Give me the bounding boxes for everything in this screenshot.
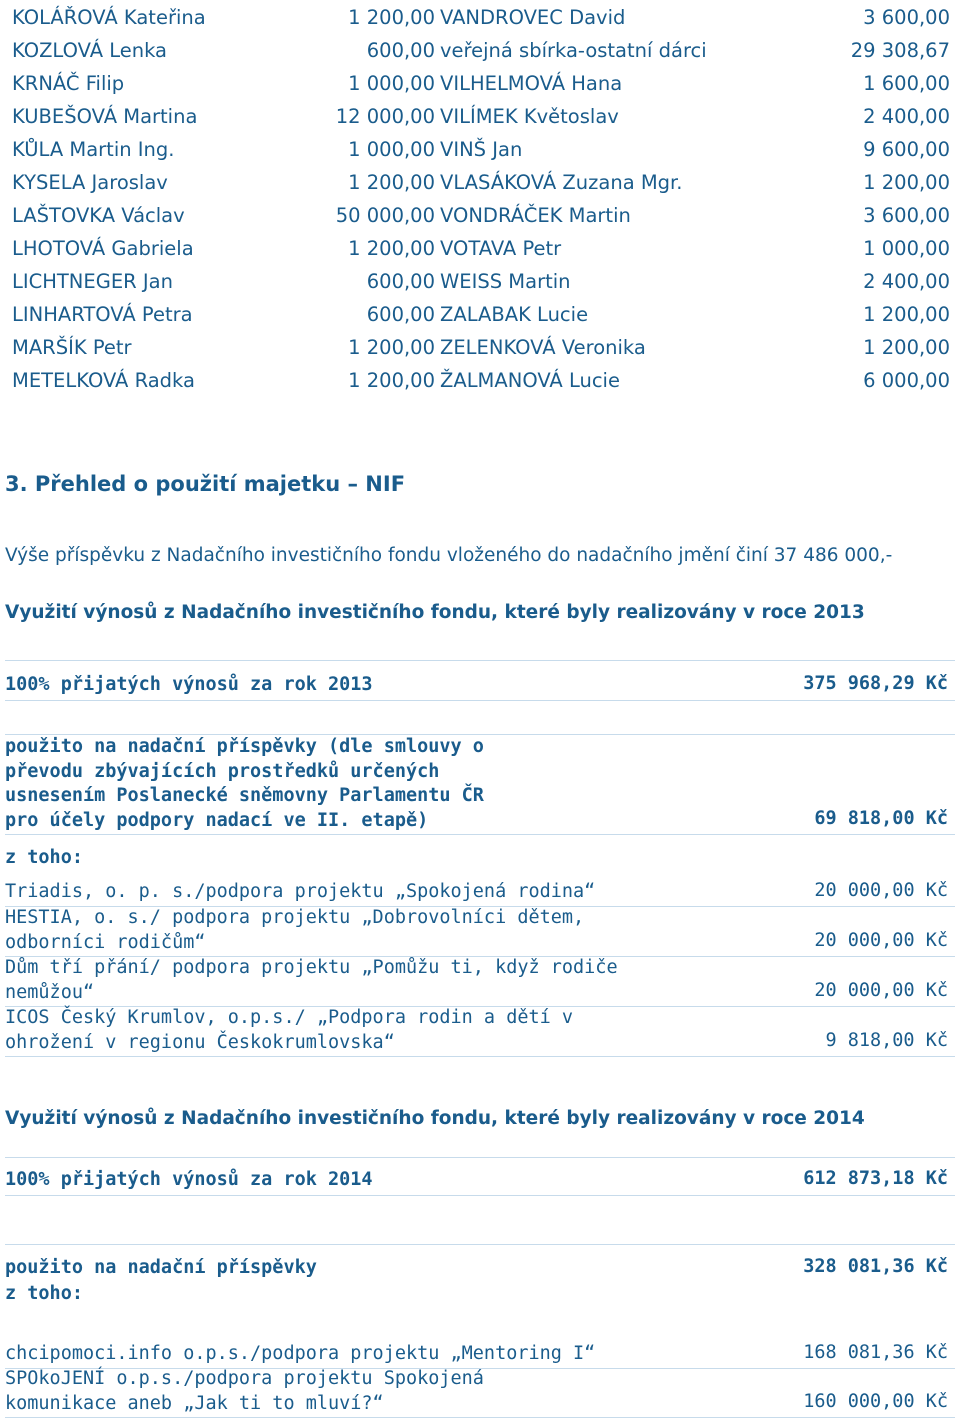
subheading-2013: Využití výnosů z Nadačního investičního fondu, které byly realizovány v roce 2013 (5, 602, 865, 623)
received-amount-2014: 612 873,18 Kč (803, 1168, 948, 1189)
donor-amount: 2 400,00 (863, 105, 950, 128)
received-label-2013: 100% přijatých výnosů za rok 2013 (5, 674, 373, 695)
donor-name: VONDRÁČEK Martin (440, 204, 631, 227)
used-label-line: pro účely podpory nadací ve II. etapě) (5, 809, 429, 831)
list-item (5, 906, 584, 955)
donor-row (10, 165, 950, 198)
donor-amount: 1 200,00 (863, 303, 950, 326)
list-item: chcipomoci.info o.p.s./podpora projektu „Mentoring I“ (5, 1343, 596, 1364)
donor-name: VILHELMOVÁ Hana (440, 72, 623, 95)
used-label-line: převodu zbývajících prostředků určených (5, 760, 440, 782)
donor-amount: 6 000,00 (863, 369, 950, 392)
donor-row (10, 264, 950, 297)
donor-amount: 29 308,67 (850, 39, 950, 62)
divider (5, 700, 955, 701)
of-which-label: z toho: (5, 847, 83, 868)
donor-amount: 9 600,00 (863, 138, 950, 161)
donor-row (10, 330, 950, 363)
donor-amount: 1 200,00 (863, 171, 950, 194)
donor-row (10, 297, 950, 330)
donor-name: WEISS Martin (440, 270, 571, 293)
donor-amount: 1 600,00 (863, 72, 950, 95)
donor-name: veřejná sbírka-ostatní dárci (440, 39, 707, 62)
list-item-amount: 20 000,00 Kč (814, 980, 948, 1001)
donor-name: MARŠÍK Petr (12, 336, 132, 359)
donor-table (10, 0, 950, 396)
donor-name: KUBEŠOVÁ Martina (12, 105, 198, 128)
of-which-label: z toho: (5, 1283, 83, 1304)
received-label-2014: 100% přijatých výnosů za rok 2014 (5, 1169, 373, 1190)
divider (5, 1195, 955, 1196)
donor-amount: 12 000,00 (335, 105, 435, 128)
donor-name: ZALABAK Lucie (440, 303, 589, 326)
donor-amount: 1 000,00 (348, 72, 435, 95)
used-label-line: použito na nadační příspěvky (dle smlouvy o (5, 736, 484, 757)
donor-row (10, 33, 950, 66)
donor-amount: 3 600,00 (863, 204, 950, 227)
donor-amount: 1 000,00 (348, 138, 435, 161)
donor-name: LAŠTOVKA Václav (12, 204, 185, 227)
used-amount-2013: 69 818,00 Kč (814, 808, 948, 829)
divider (5, 1056, 955, 1057)
list-item-line: komunikace aneb „Jak ti to mluví?“ (5, 1392, 384, 1414)
used-amount-2014: 328 081,36 Kč (803, 1256, 948, 1277)
list-item: Triadis, o. p. s./podpora projektu „Spokojená rodina“ (5, 881, 596, 902)
donor-name: ZELENKOVÁ Veronika (440, 336, 646, 359)
donor-amount: 1 200,00 (863, 336, 950, 359)
list-item-amount: 168 081,36 Kč (803, 1342, 948, 1363)
donor-row (10, 66, 950, 99)
donor-name: KOZLOVÁ Lenka (12, 39, 168, 62)
divider (5, 834, 955, 835)
divider (5, 1157, 955, 1158)
intro-text: Výše příspěvku z Nadačního investičního fondu vloženého do nadačního jmění činí 37 486 000,- (5, 545, 893, 566)
donor-amount: 1 200,00 (348, 237, 435, 260)
donor-name: ŽALMANOVÁ Lucie (440, 369, 620, 392)
list-item-amount: 20 000,00 Kč (814, 880, 948, 901)
donor-amount: 600,00 (366, 303, 435, 326)
used-label-2014: použito na nadační příspěvky (5, 1257, 317, 1278)
donor-name: VILÍMEK Květoslav (440, 105, 619, 128)
list-item-line: nemůžou“ (5, 981, 95, 1003)
donor-amount: 3 600,00 (863, 6, 950, 29)
list-item-amount: 160 000,00 Kč (803, 1391, 948, 1412)
list-item-line: ICOS Český Krumlov, o.p.s./ „Podpora rodin a dětí v (5, 1007, 574, 1028)
list-item-amount: 20 000,00 Kč (814, 930, 948, 951)
used-label-line: usnesením Poslanecké sněmovny Parlamentu ČR (5, 785, 484, 806)
donor-row (10, 231, 950, 264)
donor-name: VOTAVA Petr (440, 237, 562, 260)
section-heading: 3. Přehled o použití majetku – NIF (5, 472, 406, 496)
donor-row (10, 363, 950, 396)
received-amount-2013: 375 968,29 Kč (803, 673, 948, 694)
donor-name: KŮLA Martin Ing. (12, 138, 175, 161)
donor-name: LHOTOVÁ Gabriela (12, 237, 194, 260)
donor-row (10, 99, 950, 132)
donor-name: VLASÁKOVÁ Zuzana Mgr. (440, 171, 683, 194)
list-item-line: HESTIA, o. s./ podpora projektu „Dobrovolníci dětem, (5, 907, 585, 928)
donor-amount: 50 000,00 (335, 204, 435, 227)
list-item (5, 1006, 573, 1055)
divider (5, 1244, 955, 1245)
list-item (5, 956, 618, 1005)
donor-name: KOLÁŘOVÁ Kateřina (12, 6, 206, 29)
donor-amount: 600,00 (366, 270, 435, 293)
donor-amount: 2 400,00 (863, 270, 950, 293)
donor-amount: 600,00 (366, 39, 435, 62)
list-item-line: ohrožení v regionu Českokrumlovska“ (5, 1031, 395, 1053)
donor-name: VINŠ Jan (440, 138, 523, 161)
donor-name: KYSELA Jaroslav (12, 171, 168, 194)
donor-name: VANDROVEC David (440, 6, 626, 29)
donor-amount: 1 000,00 (863, 237, 950, 260)
list-item-amount: 9 818,00 Kč (825, 1030, 948, 1051)
donor-name: METELKOVÁ Radka (12, 369, 195, 392)
donor-amount: 1 200,00 (348, 369, 435, 392)
donor-amount: 1 200,00 (348, 171, 435, 194)
used-label-2013 (5, 735, 484, 833)
donor-row (10, 198, 950, 231)
donor-name: KRNÁČ Filip (12, 72, 125, 95)
donor-name: LINHARTOVÁ Petra (12, 303, 193, 326)
donor-name: LICHTNEGER Jan (12, 270, 173, 293)
subheading-2014: Využití výnosů z Nadačního investičního fondu, které byly realizovány v roce 2014 (5, 1108, 865, 1129)
donor-amount: 1 200,00 (348, 6, 435, 29)
list-item-line: SPOkoJENÍ o.p.s./podpora projektu Spokojená (5, 1368, 484, 1389)
list-item-line: Dům tří přání/ podpora projektu „Pomůžu ti, když rodiče (5, 957, 618, 978)
donor-row (10, 132, 950, 165)
donor-row (10, 0, 950, 33)
donor-amount: 1 200,00 (348, 336, 435, 359)
divider (5, 660, 955, 661)
list-item (5, 1367, 484, 1416)
divider (5, 1417, 955, 1418)
list-item-line: odborníci rodičům“ (5, 931, 206, 953)
